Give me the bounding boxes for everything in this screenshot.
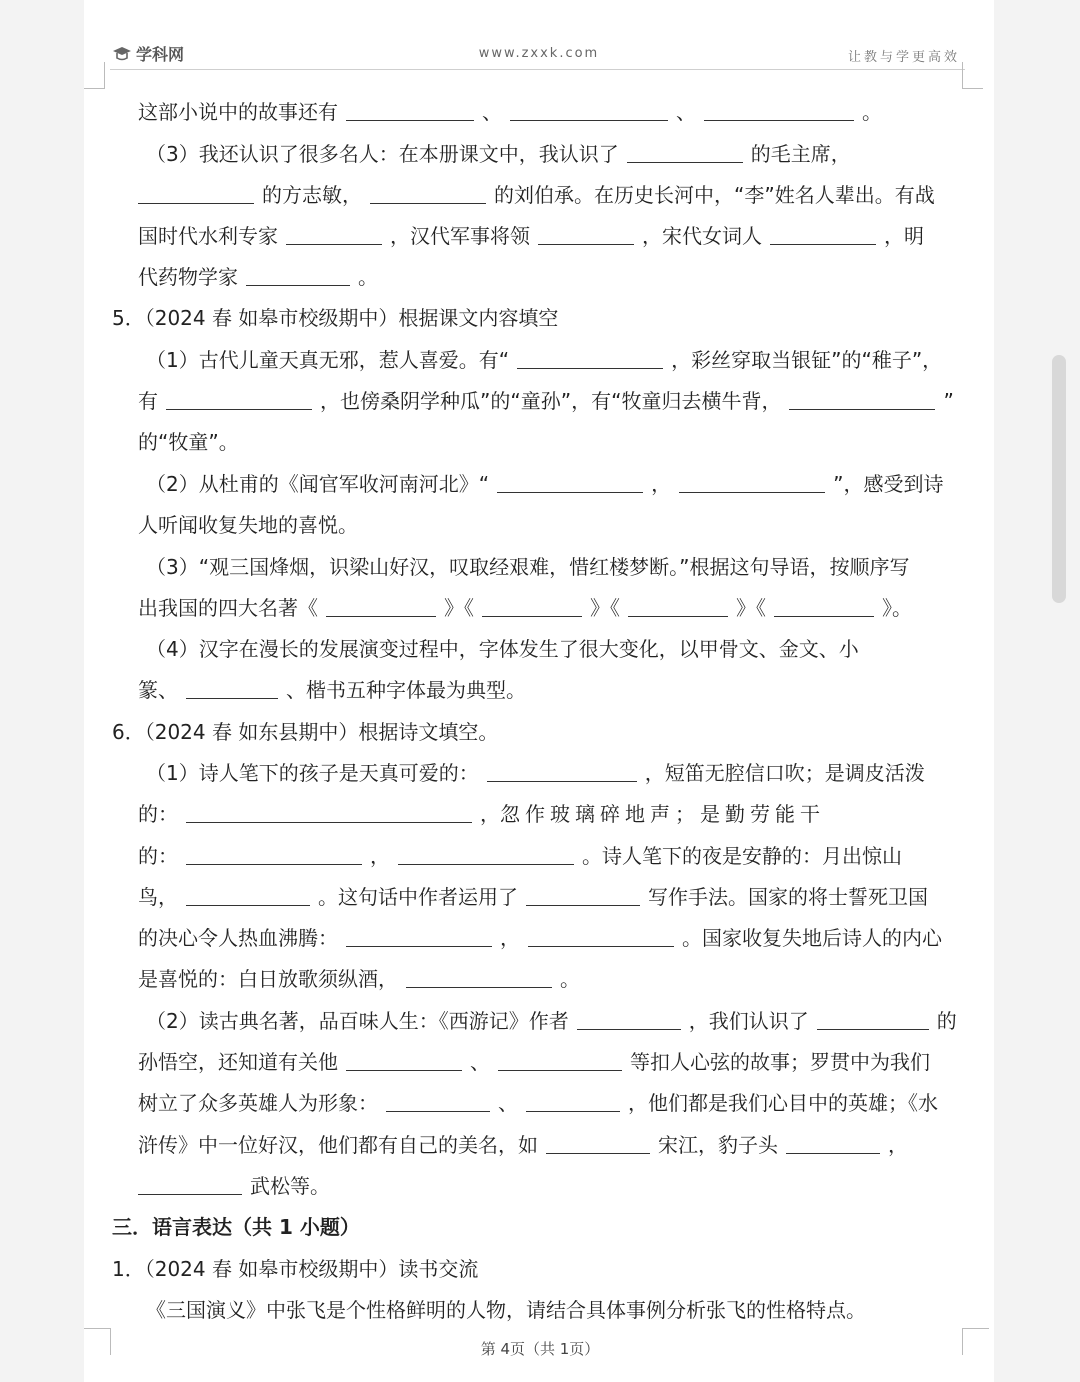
text-line: 孙悟空，还知道有关他 、 等扣人心弦的故事；罗贯中为我们 xyxy=(138,1050,930,1074)
answer-blank[interactable] xyxy=(510,100,668,121)
question-title: 6．（2024 春 如东县期中）根据诗文填空。 xyxy=(112,720,499,744)
text-line: （2）读古典名著，品百味人生：《西游记》作者 ，我们认识了 的 xyxy=(146,1009,957,1033)
answer-blank[interactable] xyxy=(786,1133,880,1154)
site-url: www.zxxk.com xyxy=(478,46,600,61)
question-title: 5．（2024 春 如皋市校级期中）根据课文内容填空 xyxy=(112,306,559,330)
text-line: 鸟， 。这句话中作者运用了 写作手法。国家的将士誓死卫国 xyxy=(138,885,928,909)
answer-blank[interactable] xyxy=(546,1133,650,1154)
crop-mark xyxy=(962,62,983,89)
text-line: 《三国演义》中张飞是个性格鲜明的人物，请结合具体事例分析张飞的性格特点。 xyxy=(146,1298,866,1322)
answer-blank[interactable] xyxy=(498,1050,622,1071)
text-line: 树立了众多英雄人为形象： 、 ，他们都是我们心目中的英雄；《水 xyxy=(138,1091,938,1115)
answer-blank[interactable] xyxy=(770,224,876,245)
answer-blank[interactable] xyxy=(487,761,637,782)
question-title: 1．（2024 春 如皋市校级期中）读书交流 xyxy=(112,1257,479,1281)
answer-blank[interactable] xyxy=(577,1009,681,1030)
answer-blank[interactable] xyxy=(398,844,574,865)
answer-blank[interactable] xyxy=(326,596,436,617)
text-line: （2）从杜甫的《闻官军收河南河北》“ ， ”，感受到诗 xyxy=(146,472,944,496)
answer-blank[interactable] xyxy=(528,926,674,947)
text-line: 人听闻收复失地的喜悦。 xyxy=(138,513,358,537)
answer-blank[interactable] xyxy=(774,596,874,617)
answer-blank[interactable] xyxy=(286,224,382,245)
answer-blank[interactable] xyxy=(186,802,472,823)
text-line: 出我国的四大名著《 》《 》《 》《 》。 xyxy=(138,596,912,620)
page-header xyxy=(84,36,994,76)
text-line: 的方志敏， 的刘伯承。在历史长河中，“李”姓名人辈出。有战 xyxy=(130,181,935,209)
text-line: 浒传》中一位好汉，他们都有自己的美名，如 宋江，豹子头 ， xyxy=(138,1133,908,1157)
answer-blank[interactable] xyxy=(704,100,854,121)
text-line: 的决心令人热血沸腾： ， 。国家收复失地后诗人的内心 xyxy=(138,926,942,950)
text-line: 代药物学家 。 xyxy=(138,265,378,289)
answer-blank[interactable] xyxy=(138,1174,242,1195)
page-number: 第 4页（共 1页） xyxy=(480,1340,600,1358)
answer-blank[interactable] xyxy=(186,885,310,906)
section-heading: 三．语言表达（共 1 小题） xyxy=(112,1215,360,1239)
answer-blank[interactable] xyxy=(346,100,474,121)
text-line: （1）诗人笔下的孩子是天真可爱的： ，短笛无腔信口吹；是调皮活泼 xyxy=(146,761,925,785)
answer-blank[interactable] xyxy=(138,183,254,204)
text-line: （1）古代儿童天真无邪，惹人喜爱。有“ ，彩丝穿取当银钲”的“稚子”， xyxy=(146,348,943,372)
text-line: （3）“观三国烽烟，识梁山好汉，叹取经艰难，惜红楼梦断。”根据这句导语，按顺序写 xyxy=(146,555,910,579)
text-line: 的： ， 。诗人笔下的夜是安静的：月出惊山 xyxy=(138,844,902,868)
answer-blank[interactable] xyxy=(817,1009,929,1030)
header-divider xyxy=(110,69,965,70)
crop-mark xyxy=(84,62,105,89)
text-line: （4）汉字在漫长的发展演变过程中，字体发生了很大变化，以甲骨文、金文、小 xyxy=(146,637,859,661)
answer-blank[interactable] xyxy=(346,1050,462,1071)
answer-blank[interactable] xyxy=(627,142,743,163)
text-line: 国时代水利专家 ，汉代军事将领 ，宋代女词人 ，明 xyxy=(138,224,924,248)
text-line: 的“牧童”。 xyxy=(138,430,239,454)
answer-blank[interactable] xyxy=(679,472,825,493)
text-line: 这部小说中的故事还有 、 、 。 xyxy=(138,100,882,124)
answer-blank[interactable] xyxy=(166,389,312,410)
answer-blank[interactable] xyxy=(482,596,582,617)
answer-blank[interactable] xyxy=(346,926,492,947)
answer-blank[interactable] xyxy=(517,348,663,369)
answer-blank[interactable] xyxy=(526,885,640,906)
answer-blank[interactable] xyxy=(497,472,643,493)
answer-blank[interactable] xyxy=(538,224,634,245)
answer-blank[interactable] xyxy=(246,265,350,286)
answer-blank[interactable] xyxy=(406,967,552,988)
answer-blank[interactable] xyxy=(370,183,486,204)
answer-blank[interactable] xyxy=(186,678,278,699)
text-line: 篆、 、楷书五种字体最为典型。 xyxy=(138,678,526,702)
answer-blank[interactable] xyxy=(628,596,728,617)
answer-blank[interactable] xyxy=(386,1091,490,1112)
text-line: 的： ，忽作玻璃碎地声；是勤劳能干 xyxy=(138,802,825,826)
answer-blank[interactable] xyxy=(186,844,362,865)
slogan: 让教与学更高效 xyxy=(847,50,960,65)
answer-blank[interactable] xyxy=(789,389,935,410)
text-line: （3）我还认识了很多名人：在本册课文中，我认识了 的毛主席， xyxy=(146,142,851,166)
logo-text: 学科网 xyxy=(136,45,185,64)
text-line: 有 ，也傍桑阴学种瓜”的“童孙”，有“牧童归去横牛背， ” xyxy=(138,389,954,413)
answer-blank[interactable] xyxy=(526,1091,620,1112)
text-line: 是喜悦的：白日放歌须纵酒， 。 xyxy=(138,967,580,991)
text-line: 武松等。 xyxy=(130,1172,330,1200)
scrollbar-thumb[interactable] xyxy=(1052,355,1066,603)
